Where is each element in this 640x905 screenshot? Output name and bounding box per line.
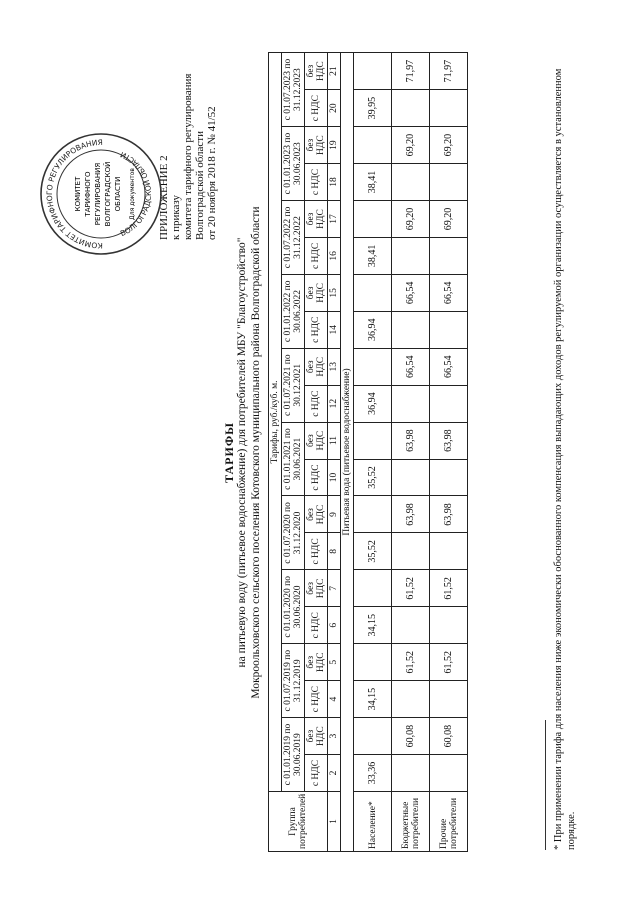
appendix-block	[158, 10, 218, 280]
tariff-cell	[354, 644, 392, 681]
seal-note: Для документов	[129, 168, 136, 220]
appendix-line: к приказу	[170, 194, 182, 240]
seal-center-text: РЕГУЛИРОВАНИЯ	[94, 162, 102, 226]
vat-with-header: с НДС	[305, 385, 328, 422]
tariff-cell	[392, 533, 430, 570]
period-header: с 01.07.2019 по 31.12.2019	[282, 644, 305, 718]
tariff-cell: 66,54	[392, 274, 430, 311]
tariff-cell	[354, 201, 392, 238]
tariff-cell	[430, 607, 468, 644]
tariff-cell	[392, 311, 430, 348]
tariff-cell: 33,36	[354, 755, 392, 792]
vat-with-header: с НДС	[305, 90, 328, 127]
tariff-cell: 66,54	[430, 348, 468, 385]
tariff-cell	[392, 681, 430, 718]
tariff-cell	[430, 311, 468, 348]
tariff-cell	[392, 90, 430, 127]
seal-ring-top: КОМИТЕТ ТАРИФНОГО РЕГУЛИРОВАНИЯ	[44, 137, 103, 251]
tariff-cell: 69,20	[430, 201, 468, 238]
footnote: * При применении тарифа для населения ниже экономически обоснованного компенсация выпадающих доходов регулируемой организации осуществляется в установленном порядке.	[553, 68, 577, 850]
footnote-divider	[545, 720, 546, 850]
tariff-cell	[354, 274, 392, 311]
period-header: с 01.01.2021 по 30.06.2021	[282, 422, 305, 496]
tariff-cell	[430, 90, 468, 127]
tariff-cell	[430, 681, 468, 718]
units-header: Тарифы, руб./куб. м.	[269, 53, 282, 792]
tariff-cell: 36,94	[354, 385, 392, 422]
tariff-cell: 60,08	[392, 718, 430, 755]
document-subtitle: на питьевую воду (питьевое водоснабжение) для потребителей МБУ "Благоустройство"	[236, 237, 248, 668]
document-title: ТАРИФЫ	[222, 422, 236, 483]
tariff-cell: 66,54	[430, 274, 468, 311]
tariff-cell: 69,20	[430, 127, 468, 164]
tariff-cell	[354, 422, 392, 459]
tariff-cell	[392, 164, 430, 201]
vat-with-header: с НДС	[305, 459, 328, 496]
seal-center-text: ОБЛАСТИ	[114, 176, 122, 212]
column-number: 3	[328, 718, 341, 755]
tariff-cell	[430, 385, 468, 422]
consumer-group: Прочие потребители	[430, 792, 468, 852]
vat-with-header: с НДС	[305, 237, 328, 274]
column-number: 7	[328, 570, 341, 607]
tariff-cell: 34,15	[354, 607, 392, 644]
column-number: 21	[328, 53, 341, 90]
seal-center-text: КОМИТЕТ	[74, 176, 82, 212]
appendix-date: от 20 ноября 2018 г. № 41/52	[206, 106, 218, 240]
column-number: 10	[328, 459, 341, 496]
column-number: 9	[328, 496, 341, 533]
appendix-title: ПРИЛОЖЕНИЕ 2	[158, 155, 170, 240]
tariff-table	[268, 52, 468, 852]
vat-without-header: без НДС	[305, 201, 328, 238]
column-number-row	[328, 53, 341, 852]
vat-without-header: без НДС	[305, 53, 328, 90]
seal-center-text: ТАРИФНОГО	[84, 171, 92, 217]
vat-with-header: с НДС	[305, 164, 328, 201]
column-number: 14	[328, 311, 341, 348]
tariff-cell	[392, 385, 430, 422]
tariff-cell: 61,52	[392, 570, 430, 607]
period-header: с 01.01.2020 по 30.06.2020	[282, 570, 305, 644]
tariff-cell: 35,52	[354, 459, 392, 496]
column-number: 12	[328, 385, 341, 422]
column-number: 19	[328, 127, 341, 164]
column-number: 4	[328, 681, 341, 718]
section-label: Питьевая вода (питьевое водоснабжение)	[341, 53, 354, 852]
tariff-cell: 71,97	[392, 53, 430, 90]
period-header: с 01.07.2020 по 31.12.2020	[282, 496, 305, 570]
period-header: с 01.07.2022 по 31.12.2022	[282, 201, 305, 275]
vat-without-header: без НДС	[305, 718, 328, 755]
column-number: 17	[328, 201, 341, 238]
tariff-cell: 63,98	[392, 422, 430, 459]
column-number: 5	[328, 644, 341, 681]
vat-with-header: с НДС	[305, 533, 328, 570]
column-number: 13	[328, 348, 341, 385]
tariff-cell	[354, 570, 392, 607]
period-header: с 01.07.2023 по 31.12.2023	[282, 53, 305, 127]
seal-center-text: ВОЛГОГРАДСКОЙ	[104, 161, 112, 227]
vat-without-header: без НДС	[305, 644, 328, 681]
table-row	[392, 53, 430, 852]
tariff-cell: 63,98	[392, 496, 430, 533]
period-header: с 01.01.2019 по 30.06.2019	[282, 718, 305, 792]
table-row	[430, 53, 468, 852]
tariff-cell: 61,52	[430, 570, 468, 607]
tariff-cell: 63,98	[430, 422, 468, 459]
tariff-cell	[430, 755, 468, 792]
vat-header-row	[305, 53, 328, 852]
tariff-cell: 66,54	[392, 348, 430, 385]
tariff-cell: 69,20	[392, 127, 430, 164]
column-number: 2	[328, 755, 341, 792]
tariff-cell	[354, 718, 392, 755]
tariff-cell: 34,15	[354, 681, 392, 718]
vat-without-header: без НДС	[305, 570, 328, 607]
tariff-cell	[392, 607, 430, 644]
official-seal	[36, 129, 166, 259]
column-number: 20	[328, 90, 341, 127]
appendix-line: Волгоградской области	[194, 131, 206, 240]
tariff-cell	[430, 533, 468, 570]
vat-without-header: без НДС	[305, 127, 328, 164]
appendix-line: комитета тарифного регулирования	[182, 73, 194, 240]
period-header: с 01.01.2023 по 30.06.2023	[282, 127, 305, 201]
table-row	[354, 53, 392, 852]
tariff-cell: 69,20	[392, 201, 430, 238]
group-header: Группа потребителей	[269, 792, 328, 852]
column-number: 18	[328, 164, 341, 201]
tariff-cell: 60,08	[430, 718, 468, 755]
column-number: 6	[328, 607, 341, 644]
tariff-cell: 35,52	[354, 533, 392, 570]
consumer-group: Бюджетные потребители	[392, 792, 430, 852]
table-header-row	[269, 53, 282, 852]
period-header: с 01.01.2022 по 30.06.2022	[282, 274, 305, 348]
vat-without-header: без НДС	[305, 348, 328, 385]
tariff-cell: 36,94	[354, 311, 392, 348]
tariff-cell	[392, 459, 430, 496]
vat-without-header: без НДС	[305, 274, 328, 311]
column-number: 15	[328, 274, 341, 311]
tariff-cell	[354, 127, 392, 164]
tariff-cell: 63,98	[430, 496, 468, 533]
tariff-cell: 61,52	[392, 644, 430, 681]
column-number: 1	[328, 792, 341, 852]
column-number: 8	[328, 533, 341, 570]
vat-with-header: с НДС	[305, 607, 328, 644]
column-number: 11	[328, 422, 341, 459]
tariff-cell	[354, 348, 392, 385]
vat-with-header: с НДС	[305, 311, 328, 348]
tariff-cell: 38,41	[354, 237, 392, 274]
tariff-cell	[430, 237, 468, 274]
tariff-cell: 38,41	[354, 164, 392, 201]
tariff-cell	[354, 496, 392, 533]
consumer-group: Население*	[354, 792, 392, 852]
vat-with-header: с НДС	[305, 681, 328, 718]
period-header-row	[282, 53, 305, 852]
section-row	[341, 53, 354, 852]
tariff-cell	[430, 164, 468, 201]
column-number: 16	[328, 237, 341, 274]
vat-without-header: без НДС	[305, 422, 328, 459]
period-header: с 01.07.2021 по 30.12.2021	[282, 348, 305, 422]
tariff-cell	[430, 459, 468, 496]
tariff-cell	[354, 53, 392, 90]
tariff-cell	[392, 237, 430, 274]
vat-with-header: с НДС	[305, 755, 328, 792]
tariff-cell: 71,97	[430, 53, 468, 90]
vat-without-header: без НДС	[305, 496, 328, 533]
seal-ring-bottom: ВОЛГОГРАДСКОЙ ОБЛАСТИ	[118, 149, 154, 239]
tariff-cell: 61,52	[430, 644, 468, 681]
tariff-cell: 39,95	[354, 90, 392, 127]
document-subtitle: Мокроольховского сельского поселения Котовского муниципального района Волгоградской области	[250, 206, 262, 699]
tariff-cell	[392, 755, 430, 792]
